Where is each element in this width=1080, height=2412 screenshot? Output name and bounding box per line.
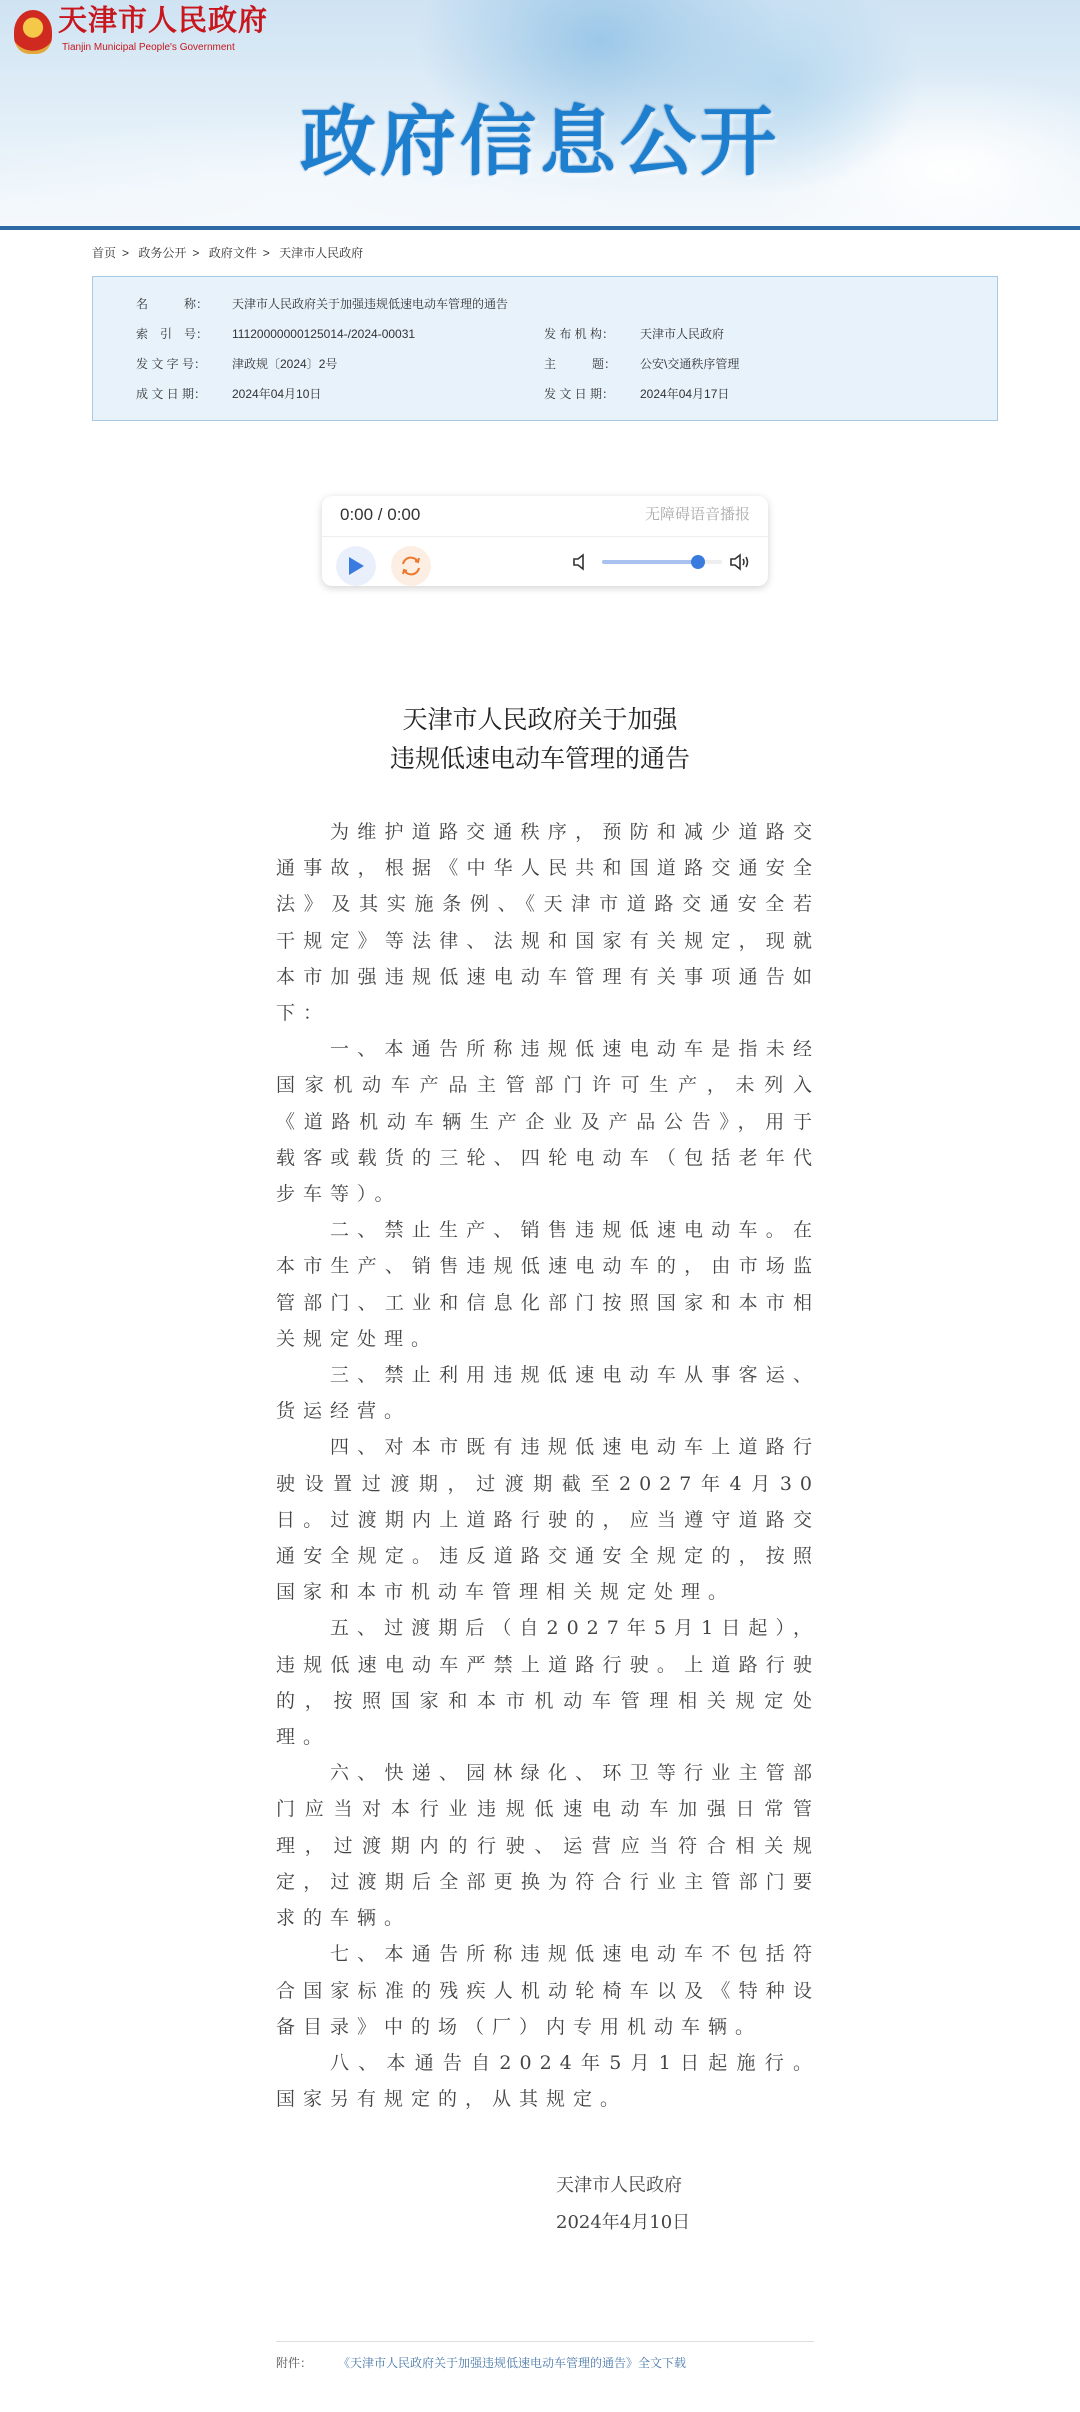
paragraph: 二、禁止生产、销售违规低速电动车。在本市生产、销售违规低速电动车的，由市场监管部门、工业和信息化部门按照国家和本市相关规定处理。 (276, 1219, 820, 1350)
issued-date-label: 发 文 日 期： (544, 387, 615, 401)
signature-date: 2024年4月10日 (556, 2212, 691, 2234)
attachment-label: 附件： (276, 2356, 313, 2371)
name-label: 名 称： (136, 297, 209, 311)
paragraph: 六、快递、园林绿化、环卫等行业主管部门应当对本行业违规低速电动车加强日常管理，过渡期内的行驶、运营应当符合相关规定，过渡期后全部更换为符合行业主管部门要求的车辆。 (276, 1762, 820, 1930)
play-button[interactable] (336, 546, 376, 586)
written-date-value: 2024年04月10日 (232, 387, 322, 401)
paragraph: 七、本通告所称违规低速电动车不包括符合国家标准的残疾人机动轮椅车以及《特种设备目录》中的场（厂）内专用机动车辆。 (276, 1943, 820, 2038)
paragraph: 为维护道路交通秩序，预防和减少道路交通事故，根据《中华人民共和国道路交通安全法》及其实施条例、《天津市道路交通安全若干规定》等法律、法规和国家有关规定，现就本市加强违规低速电动车管理有关事项通告如下： (276, 821, 820, 1025)
volume-slider[interactable] (602, 560, 722, 564)
document-content (276, 814, 820, 2412)
topic-label: 主 题： (544, 357, 617, 371)
title-line-2: 违规低速电动车管理的通告 (389, 744, 690, 773)
loop-button[interactable] (391, 546, 431, 586)
signature-block (556, 2167, 820, 2241)
audio-player (322, 496, 768, 586)
written-date-label: 成 文 日 期： (136, 387, 207, 401)
document-title (0, 700, 1080, 778)
breadcrumb (92, 244, 367, 261)
org-label: 发 布 机 构： (544, 327, 615, 341)
paragraph: 五、过渡期后（自2027年5月1日起），违规低速电动车严禁上道路行驶。上道路行驶的，按照国家和本市机动车管理相关规定处理。 (276, 1617, 820, 1749)
document-info-box (92, 276, 998, 421)
title-line-1: 天津市人民政府关于加强 (402, 705, 678, 734)
topic-value: 公安\交通秩序管理 (640, 357, 740, 371)
header-divider (0, 226, 1080, 230)
document-body (276, 814, 820, 2117)
name-value: 天津市人民政府关于加强违规低速电动车管理的通告 (232, 297, 509, 311)
volume-high-icon[interactable] (728, 553, 752, 571)
breadcrumb-separator: > (122, 246, 130, 260)
signature: 天津市人民政府 (556, 2175, 682, 2197)
player-divider (322, 536, 768, 537)
site-logo-text[interactable]: 天津市人民政府 (58, 5, 269, 37)
attachment-download-link[interactable]: 《天津市人民政府关于加强违规低速电动车管理的通告》全文下载 (338, 2356, 687, 2371)
issued-date-value: 2024年04月17日 (640, 387, 730, 401)
volume-knob[interactable] (691, 555, 705, 569)
header-banner (0, 0, 1080, 226)
volume-low-icon[interactable] (571, 553, 589, 571)
breadcrumb-home[interactable]: 首页 (92, 246, 117, 260)
player-label: 无障碍语音播报 (644, 506, 750, 523)
index-label: 索 引 号： (136, 327, 209, 341)
paragraph: 八、本通告自2024年5月1日起施行。国家另有规定的，从其规定。 (276, 2051, 820, 2111)
loop-icon (399, 554, 423, 578)
national-emblem-icon (14, 10, 52, 54)
playback-time: 0:00 / 0:00 (340, 505, 421, 524)
attachment-divider (276, 2341, 814, 2342)
org-value: 天津市人民政府 (640, 327, 725, 341)
paragraph: 一、本通告所称违规低速电动车是指未经国家机动车产品主管部门许可生产，未列入《道路机动车辆生产企业及产品公告》，用于载客或载货的三轮、四轮电动车（包括老年代步车等）。 (276, 1038, 820, 1206)
site-logo-english: Tianjin Municipal People's Government (62, 42, 235, 53)
breadcrumb-current[interactable]: 天津市人民政府 (279, 246, 364, 260)
breadcrumb-separator: > (192, 246, 200, 260)
index-value: 11120000000125014-/2024-00031 (232, 327, 416, 341)
banner-title: 政府信息公开 (300, 100, 780, 185)
breadcrumb-gov-docs[interactable]: 政府文件 (208, 246, 257, 260)
play-icon (347, 556, 365, 576)
breadcrumb-gov-affairs[interactable]: 政务公开 (138, 246, 187, 260)
paragraph: 三、禁止利用违规低速电动车从事客运、货运经营。 (276, 1364, 820, 1423)
docno-value: 津政规〔2024〕2号 (232, 357, 338, 371)
attachment-row (276, 2354, 820, 2372)
docno-label: 发 文 字 号： (136, 357, 207, 371)
paragraph: 四、对本市既有违规低速电动车上道路行驶设置过渡期，过渡期截至2027年4月30日。过渡期内上道路行驶的，应当遵守道路交通安全规定。违反道路交通安全规定的，按照国家和本市机动车管理相关规定处理。 (276, 1436, 820, 1604)
breadcrumb-separator: > (262, 246, 270, 260)
volume-fill (602, 560, 698, 564)
